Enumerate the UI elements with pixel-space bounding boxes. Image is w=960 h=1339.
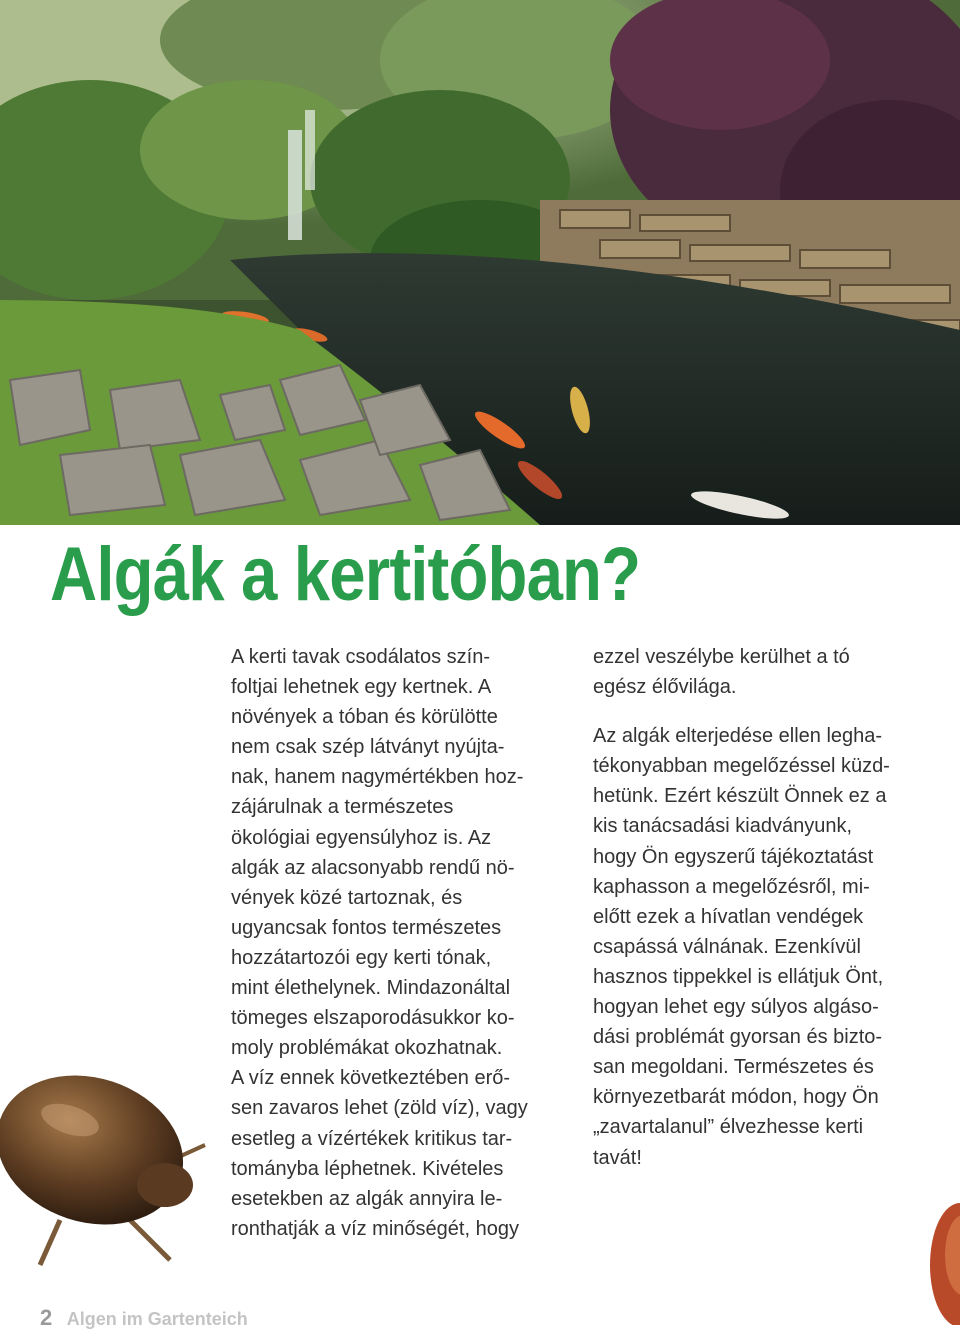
garden-pond-photo (0, 0, 960, 525)
water-beetle-photo (0, 1050, 215, 1270)
page-title: Algák a kertitóban? (50, 532, 641, 617)
running-title: Algen im Gartenteich (66, 1309, 248, 1329)
page-footer (40, 1305, 248, 1339)
right-paragraph-1: ezzel veszélybe kerülhet a tó egész élővilága. (593, 646, 850, 699)
page-number: 2 (40, 1305, 53, 1330)
left-column (231, 642, 576, 1263)
left-paragraph-1: A kerti tavak csodálatos szín- foltjai lehetnek egy kertnek. A növények a tóban és körülötte nem csak szép látványt nyújta- nak, hanem nagymértékben hoz- zájárulnak a természetes ökológiai egyensúlyhoz is. Az algák az alacsonyabb rendű nö- vények közé tartoznak, és ugyancsak fontos természetes hozzátartozói egy kerti tónak, mint élethelynek. Mindazonáltal tömeges elszaporodásukkor ko- moly problémákat okozhatnak. A víz ennek következtében erő- sen zavaros lehet (zöld víz), vagy esetleg a vízértékek kritikus tar- tományba léphetnek. Kivételes esetekben az algák annyira le- ronthatják a víz minőségét, hogy (231, 646, 528, 1240)
right-column (593, 642, 943, 1192)
snail-shell-photo (925, 1195, 960, 1325)
right-paragraph-2: Az algák elterjedése ellen legha- tékonyabban megelőzéssel küzd- hetünk. Ezért készült Önnek ez a kis tanácsadási kiadványunk, hogy Ön egyszerű tájékoztatást kaphasson a megelőzésről, mi- előtt ezek a hívatlan vendégek csapássá válnának. Ezenkívül hasznos tippekkel is ellátjuk Önt, hogyan lehet egy súlyos algáso- dási problémát gyorsan és bizto- san megoldani. Természetes és környezetbarát módon, hogy Ön „zavartalanul” élvezhesse kerti tavát! (593, 725, 890, 1169)
